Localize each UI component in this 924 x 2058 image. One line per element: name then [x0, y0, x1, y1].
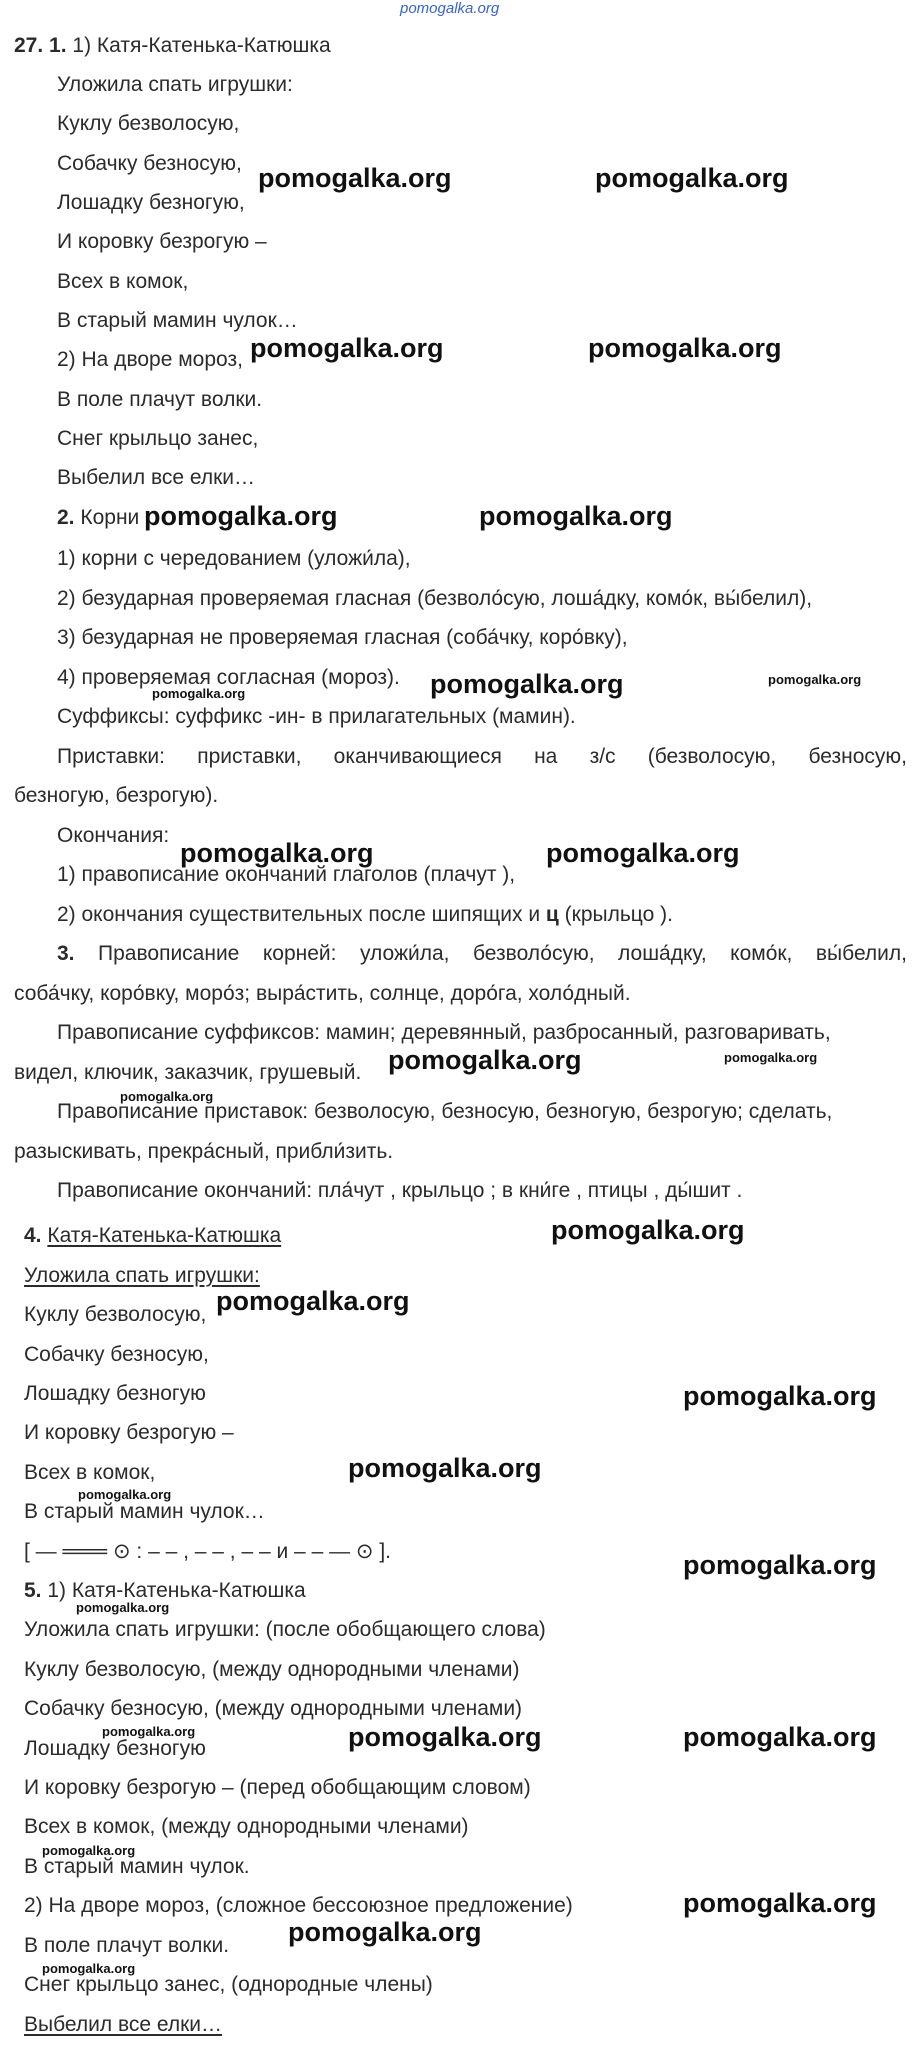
text-line: 4) проверяемая согласная (мороз).	[57, 666, 400, 689]
watermark: pomogalka.org	[388, 1045, 582, 1075]
poem-line: 2) На дворе мороз,	[57, 348, 243, 371]
watermark: pomogalka.org	[288, 1917, 482, 1947]
poem-line: И коровку безрогую – (перед обобщающим словом)	[24, 1776, 531, 1799]
text-line: разыскивать, прекра́сный, прибли́зить.	[14, 1140, 394, 1163]
text-part: 2) окончания существительных после шипящих и	[57, 903, 546, 926]
watermark: pomogalka.org	[430, 669, 624, 699]
text-line: Приставки: приставки, оканчивающиеся на з/с (безволосую, безносую,	[57, 745, 907, 768]
poem-line: Куклу безволосую, (между однородными членами)	[24, 1658, 520, 1681]
poem-line: Уложила спать игрушки:	[57, 73, 293, 96]
poem-line: В старый мамин чулок.	[24, 1855, 250, 1878]
watermark-small: pomogalka.org	[102, 1724, 196, 1739]
watermark: pomogalka.org	[250, 333, 444, 363]
text-part: Правописание корней: уложи́ла, безволо́сую, лоша́дку, комо́к, вы́белил,	[74, 942, 907, 965]
poem-line: Всех в комок, (между однородными членами)	[24, 1815, 469, 1838]
exercise-number: 27. 1.	[14, 34, 67, 57]
text-line: безногую, безрогую).	[14, 784, 219, 807]
watermark: pomogalka.org	[216, 1286, 410, 1316]
section-4-heading	[24, 1222, 281, 1250]
watermark: pomogalka.org	[180, 838, 374, 868]
text-part: (крыльцо ).	[558, 903, 673, 926]
text-line: 2) безударная проверяемая гласная (безволо́сую, лоша́дку, комо́к, вы́белил),	[57, 587, 813, 610]
watermark: pomogalka.org	[683, 1888, 877, 1918]
watermark-small: pomogalka.org	[78, 1487, 172, 1502]
text-line: Правописание суффиксов: мамин; деревянный, разбросанный, разговаривать,	[57, 1021, 831, 1044]
poem-line: Куклу безволосую,	[24, 1303, 207, 1326]
poem-line: Лошадку безногую	[24, 1737, 206, 1760]
poem-line: Всех в комок,	[57, 270, 189, 293]
text-line: Правописание приставок: безволосую, безносую, безногую, безрогую; сделать,	[57, 1100, 833, 1123]
text-line: видел, ключик, заказчик, грушевый.	[14, 1061, 362, 1084]
sentence-scheme: [ — ═══ ⊙ : ‒ ‒ , ‒ ‒ , ‒ ‒ и ‒ ‒ — ⊙ ].	[24, 1540, 392, 1563]
poem-line: В старый мамин чулок…	[24, 1500, 265, 1523]
poem-line: Собачку безносую, (между однородными членами)	[24, 1697, 523, 1720]
poem-line: В поле плачут волки.	[24, 1934, 230, 1957]
watermark: pomogalka.org	[348, 1453, 542, 1483]
text-line: Окончания:	[57, 824, 170, 847]
text-line: Правописание окончаний: пла́чут , крыльцо ; в кни́ге , птицы , ды́шит .	[57, 1179, 743, 1202]
watermark-small: pomogalka.org	[42, 1961, 136, 1976]
poem-line: И коровку безрогую –	[57, 230, 267, 253]
watermark-small: pomogalka.org	[76, 1600, 170, 1615]
watermark-small: pomogalka.org	[42, 1843, 136, 1858]
poem-line: Выбелил все елки…	[57, 466, 256, 489]
poem-line: Собачку безносую,	[57, 152, 242, 175]
text-line: 1) правописание окончаний глаголов (плачут ),	[57, 863, 516, 886]
watermark: pomogalka.org	[551, 1215, 745, 1245]
watermark: pomogalka.org	[479, 501, 673, 531]
poem-line: И коровку безрогую –	[24, 1421, 234, 1444]
watermark: pomogalka.org	[258, 163, 452, 193]
text-line: Суффиксы: суффикс -ин- в прилагательных (мамин).	[57, 705, 576, 728]
poem-line: Куклу безволосую,	[57, 112, 240, 135]
poem-line: Уложила спать игрушки:	[24, 1264, 260, 1287]
text-bold-letter: ц	[545, 903, 559, 926]
watermark: pomogalka.org	[683, 1722, 877, 1752]
section-number: 3.	[57, 942, 75, 965]
text-line	[57, 901, 673, 929]
poem-line: В поле плачут волки.	[57, 388, 263, 411]
section-number: 4.	[24, 1224, 42, 1247]
text-line: соба́чку, коро́вку, моро́з; выра́стить, солнце, доро́га, холо́дный.	[14, 982, 631, 1005]
section-2-heading	[57, 504, 139, 532]
poem-line: Снег крыльцо занес, (однородные члены)	[24, 1973, 433, 1996]
watermark: pomogalka.org	[683, 1381, 877, 1411]
section-number: 5.	[24, 1579, 42, 1602]
section-number: 2.	[57, 506, 75, 529]
watermark-top: pomogalka.org	[400, 0, 500, 17]
poem-title: 1) Катя-Катенька-Катюшка	[72, 34, 331, 57]
exercise-heading	[14, 32, 331, 60]
text-line	[57, 940, 907, 968]
poem-title: 1) Катя-Катенька-Катюшка	[47, 1579, 306, 1602]
poem-line: 2) На дворе мороз, (сложное бессоюзное предложение)	[24, 1894, 573, 1917]
poem-line: Выбелил все елки…	[24, 2013, 223, 2036]
poem-line: Всех в комок,	[24, 1461, 156, 1484]
poem-line: Лошадку безногую,	[57, 191, 245, 214]
watermark: pomogalka.org	[595, 163, 789, 193]
watermark: pomogalka.org	[588, 333, 782, 363]
watermark-small: pomogalka.org	[768, 672, 862, 687]
section-label: Корни	[80, 506, 140, 529]
watermark: pomogalka.org	[546, 838, 740, 868]
poem-line: Лошадку безногую	[24, 1382, 206, 1405]
poem-line: Снег крыльцо занес,	[57, 427, 259, 450]
watermark-small: pomogalka.org	[152, 686, 246, 701]
watermark: pomogalka.org	[683, 1550, 877, 1580]
watermark-small: pomogalka.org	[120, 1089, 214, 1104]
text-line: 1) корни с чередованием (уложи́ла),	[57, 547, 411, 570]
watermark-small: pomogalka.org	[724, 1050, 818, 1065]
watermark: pomogalka.org	[144, 501, 338, 531]
poem-title: Катя-Катенька-Катюшка	[47, 1224, 282, 1247]
watermark: pomogalka.org	[348, 1722, 542, 1752]
poem-line: Уложила спать игрушки: (после обобщающего слова)	[24, 1618, 546, 1641]
text-line: 3) безударная не проверяемая гласная (соба́чку, коро́вку),	[57, 626, 628, 649]
poem-line: Собачку безносую,	[24, 1343, 209, 1366]
poem-line: В старый мамин чулок…	[57, 309, 298, 332]
